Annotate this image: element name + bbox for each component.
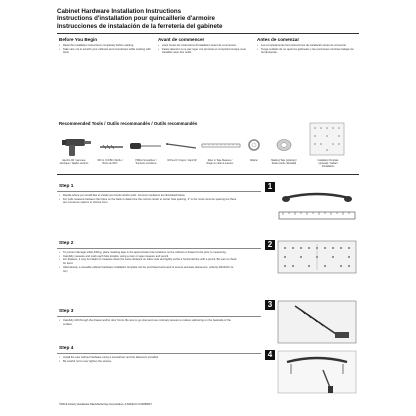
tool-caption: Masking Tape (optional) / Ruban-cache (facultatif) — [271, 160, 297, 165]
list-item: • Take care not to scratch your cabinets and countertops while working with tools. — [59, 48, 151, 55]
list-item: • For drawers, it may be helpful to measure down the same distance on either side and lightly scribe a horizontal line with a pencil. Be sure to check for level. — [59, 258, 237, 265]
title-english: Cabinet Hardware Installation Instructions — [57, 8, 182, 15]
title-french: Instructions d'installation pour quincaillerie d'armoire — [57, 15, 215, 23]
drill-bit-icon — [99, 142, 125, 152]
before-heading-en: Before You Begin — [59, 37, 98, 42]
step-2-divider — [57, 248, 261, 249]
screwdriver-icon — [129, 140, 163, 152]
list-item: • Install the new cabinet hardware using a screwdriver and the fasteners provided. — [59, 356, 237, 360]
step-2-list — [59, 251, 237, 273]
pencil-icon — [165, 140, 199, 152]
title-spanish: Instrucciones de instalación de la ferretería del gabinete — [57, 22, 223, 30]
list-item: • Carefully drill through the drawer and/or door fronts. Be sure to go slow and use minimal pressure to reduce splintering on the backside of the surface. — [59, 319, 237, 326]
template-on-drawer-icon — [277, 240, 357, 274]
drill-icon — [59, 136, 93, 158]
step-3-illustration — [265, 300, 358, 346]
step-1-heading: Step 1 — [59, 184, 74, 189]
step-1-illustration — [265, 182, 358, 234]
before-list-fr — [158, 44, 250, 55]
step-2-illustration — [265, 240, 358, 276]
drilling-icon — [277, 300, 357, 344]
tool-caption: #2 Pencil / Crayon / Lápiz #2 — [167, 160, 197, 162]
tool-caption: 3/16 in. Drill Bit / Mèche / Broca de 3/16" — [97, 160, 123, 165]
list-item: • For pulls measure between the holes on the back to determine the correct center to center hole spacing. 3" is the most common spacing but there are numerous options to choose from. — [59, 198, 237, 205]
tape-measure-icon — [201, 140, 241, 152]
step-2-heading: Step 2 — [59, 241, 74, 246]
list-item: • Carefully measure and mark each hole location using a ruler or tape measure and pencil. — [59, 255, 237, 259]
before-list-es — [257, 44, 357, 55]
step-4-heading: Step 4 — [59, 346, 74, 351]
pull-install-icon — [277, 350, 357, 394]
tools-divider — [57, 174, 359, 175]
list-item: • Read the installation instructions completely before starting. — [59, 44, 151, 48]
before-heading-es: Antes de comenzar — [257, 37, 300, 42]
before-list-en — [59, 44, 151, 55]
tools-heading: Recommended Tools / Outils recommandés / Outils recommandés — [59, 121, 198, 126]
washer-icon — [247, 138, 261, 152]
list-item: • Be careful not to over tighten the screws. — [59, 360, 237, 364]
step-4-illustration — [265, 350, 358, 396]
tool-caption: Phillips Screwdriver / Tournevis cruciforme — [135, 160, 157, 165]
tool-caption: Washer — [250, 160, 258, 162]
list-item: • Faites attention à ne pas rayer vos armoires et comptoirs lorsque vous travaillez avec des outils. — [158, 48, 250, 55]
step-2-number: 2 — [265, 240, 275, 250]
list-item: • Lisez toutes les instructions d'installation avant de commencer. — [158, 44, 250, 48]
list-item: • Tenga cuidado de no rayar los gabinetes y las encimeras mientras trabaja con herramientas. — [257, 48, 357, 55]
before-heading-fr: Avant de commencer — [158, 37, 205, 42]
step-3-list — [59, 319, 237, 326]
step-3-divider — [57, 316, 261, 317]
step-3-heading: Step 3 — [59, 309, 74, 314]
list-item: • Decide where you would like to install your knobs and/or pulls. Common locations are illustrated below. — [59, 194, 237, 198]
step-4-number: 4 — [265, 350, 275, 360]
title-divider — [57, 33, 359, 34]
copyright-footer: ©2013 Liberty Hardware Manufacturing Corporation, A MASCO COMPANY — [59, 402, 153, 406]
template-icon — [309, 122, 345, 156]
step-4-list — [59, 356, 237, 363]
list-item: • To prevent damage while drilling, place masking tape in the approximate hole locations on the cabinet or drawer fronts prior to measuring. — [59, 251, 237, 255]
list-item: • Lea completamente las instrucciones de instalación antes de comenzar. — [257, 44, 357, 48]
list-item: • Alternatively, a reusable cabinet hardware installation template can be purchased and used to ensure accurate placement. (Liberty AN0101C-G-G1) — [59, 266, 237, 273]
pull-measure-icon — [277, 184, 357, 230]
step-1-number: 1 — [265, 182, 275, 192]
step-4-divider — [57, 353, 261, 354]
tool-caption: Electric drill / perceuse électrique / Taladro eléctrico — [59, 160, 89, 165]
tool-caption: Installation Template (optional) / Gabarit d'installation — [317, 160, 339, 168]
step-1-divider — [57, 191, 261, 192]
step-1-list — [59, 194, 237, 205]
step-3-number: 3 — [265, 300, 275, 310]
tool-caption: Ruler or Tape Measure / Règle ou ruban à mesurer — [206, 160, 234, 165]
masking-tape-icon — [275, 138, 293, 152]
instruction-sheet — [57, 8, 359, 408]
